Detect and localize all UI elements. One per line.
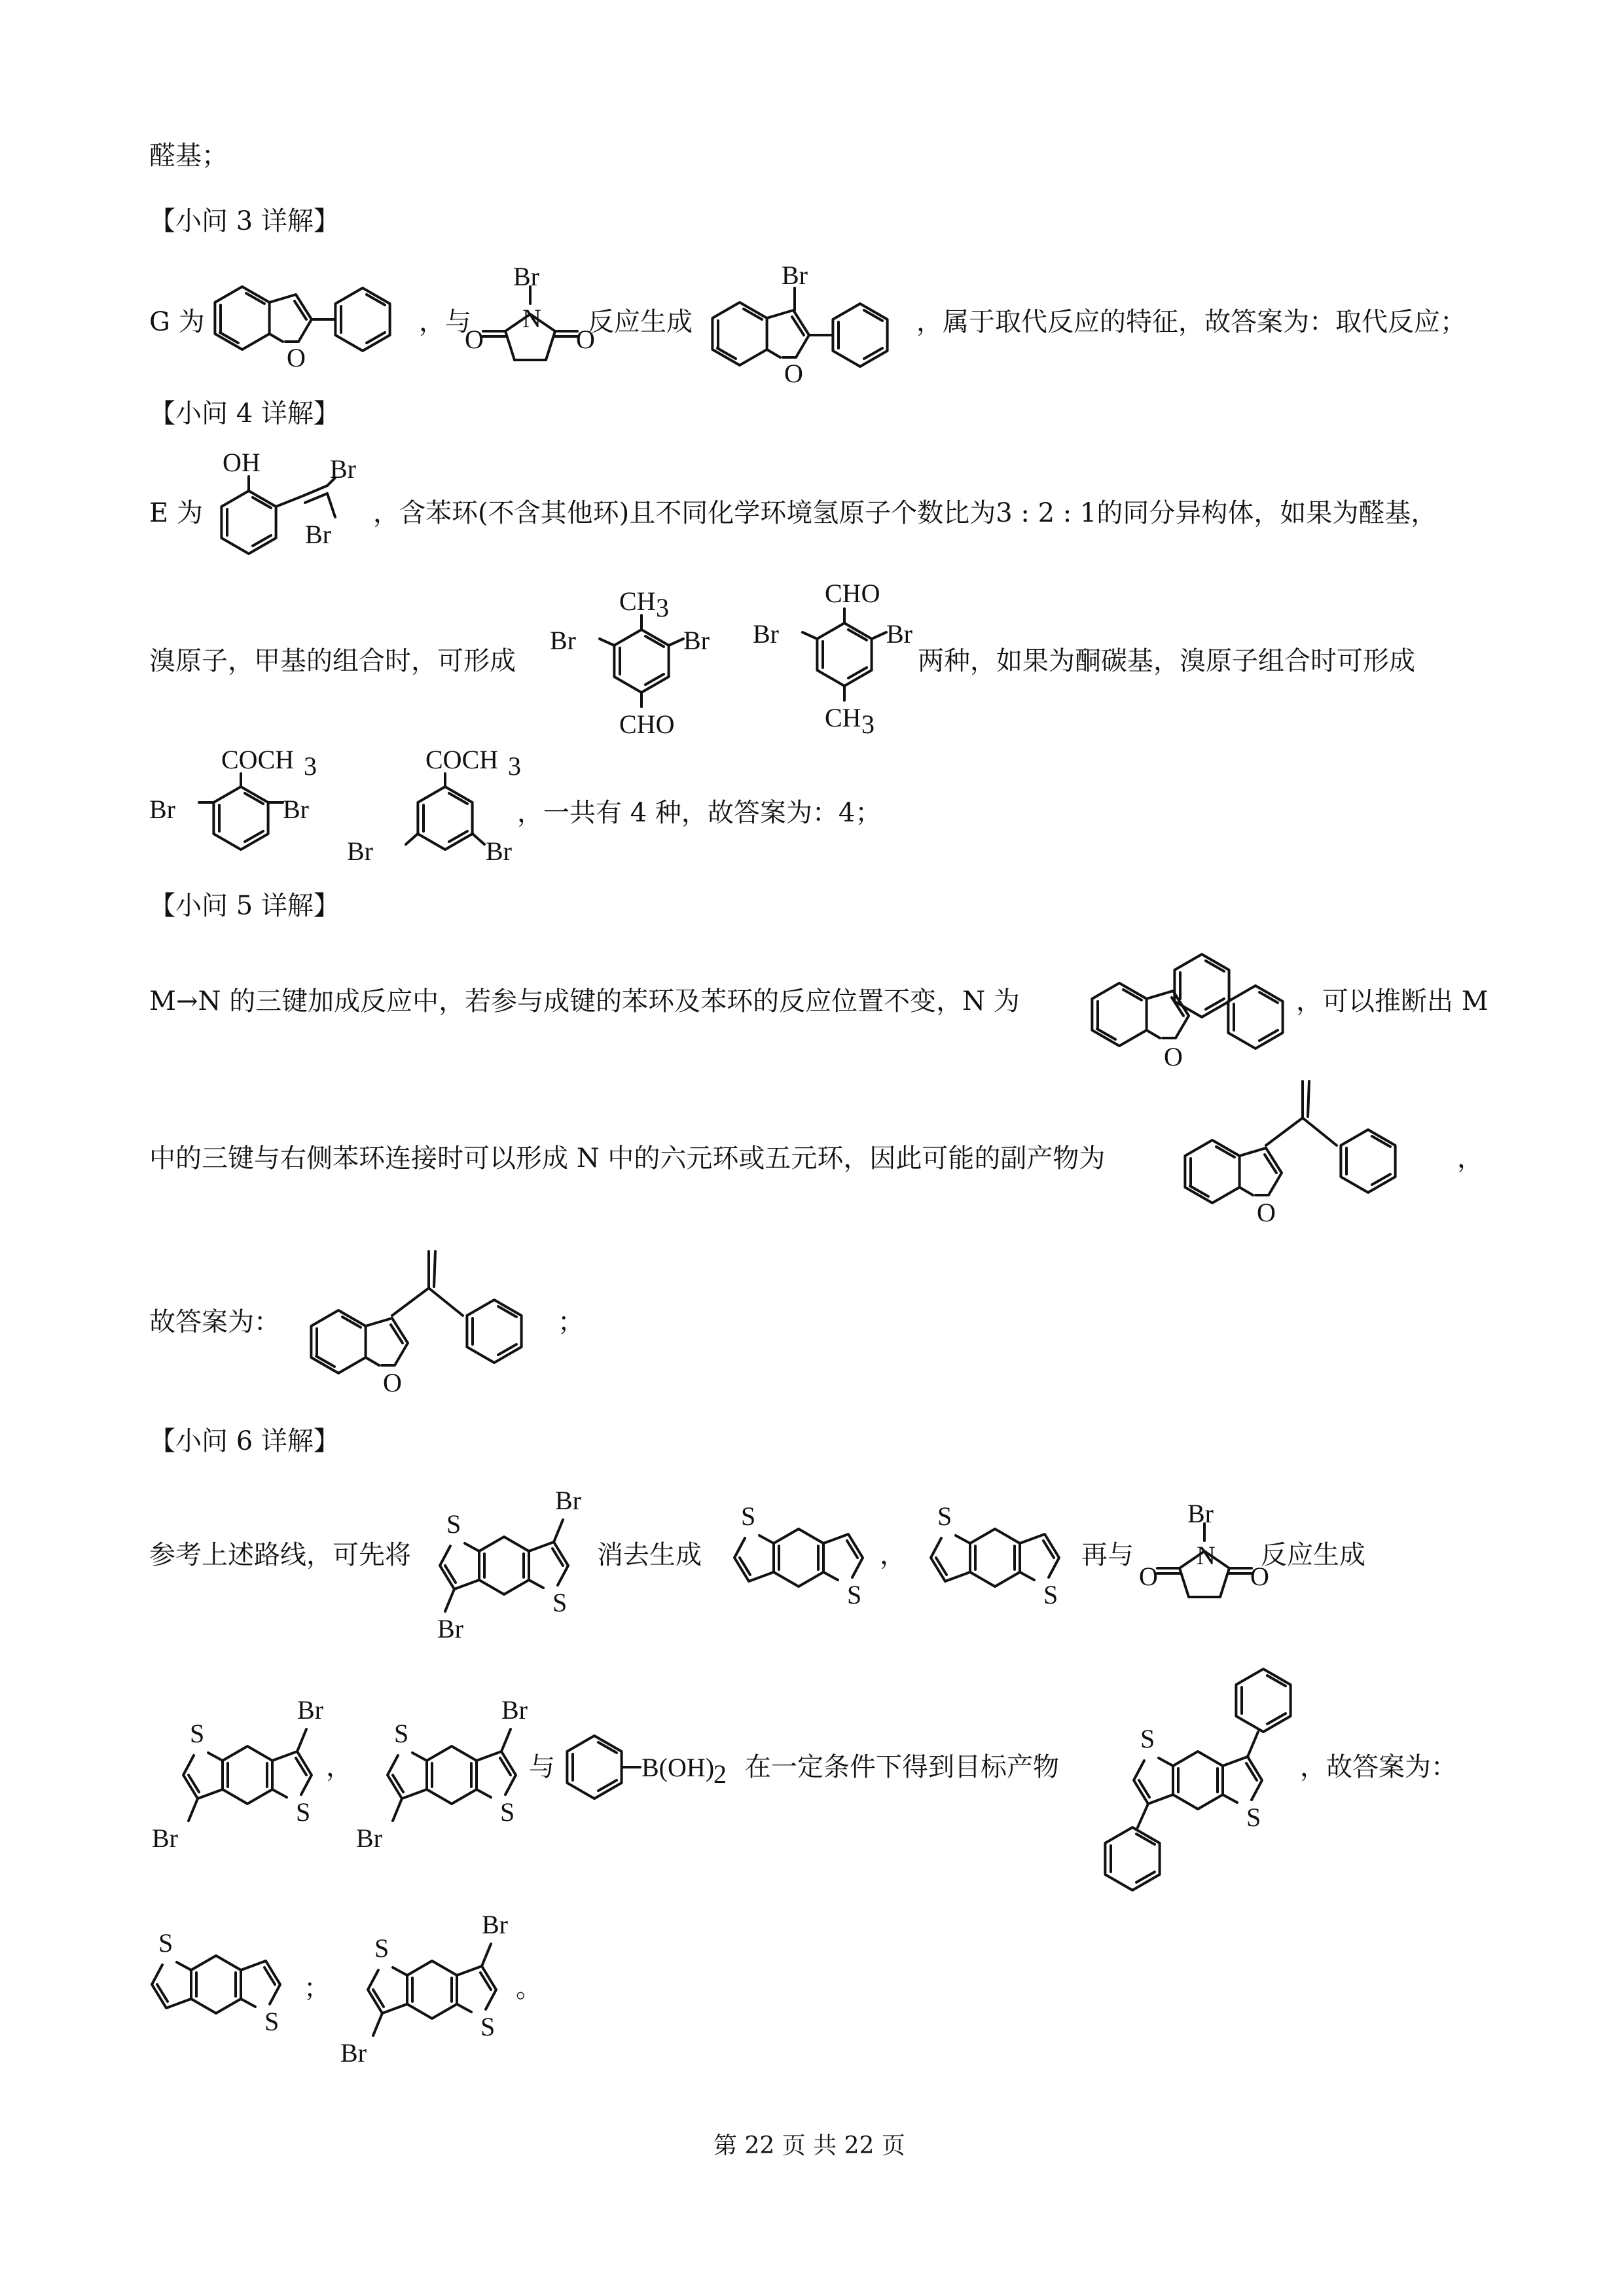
- q5-text-b: ，可以推断出 M: [1296, 986, 1489, 1016]
- atom-ch3: CH: [825, 703, 861, 732]
- atom-br: Br: [152, 1823, 178, 1853]
- q6-text-a: 参考上述路线，可先将: [149, 1540, 411, 1570]
- atom-ch3-sub: 3: [861, 709, 875, 739]
- atom-ch3: CH: [619, 586, 656, 616]
- structure-bdt: [713, 1499, 884, 1617]
- atom-o: O: [465, 325, 484, 354]
- structure-target-diphenyl-bdt: [1087, 1656, 1303, 1905]
- atom-coch3: COCH: [221, 745, 295, 774]
- atom-cho: CHO: [825, 579, 880, 608]
- structure-bdt-2: [910, 1499, 1080, 1617]
- atom-br: Br: [753, 619, 779, 649]
- atom-s: S: [374, 1933, 389, 1963]
- structure-g-benzofuran: [203, 268, 412, 373]
- q6-text-f: ，: [326, 1752, 352, 1782]
- atom-o: O: [287, 343, 306, 372]
- structure-answer-side-product: [291, 1244, 579, 1407]
- q5-text-d: ，: [1457, 1143, 1483, 1174]
- structure-dibromo-bdt-3: [353, 1690, 550, 1860]
- q3-text-c: 反应生成: [588, 307, 693, 337]
- q4-text-a: E 为: [149, 498, 203, 528]
- atom-ch3-sub: 3: [656, 593, 669, 622]
- page-footer: 第 22 页 共 22 页: [713, 2132, 905, 2159]
- atom-s: S: [741, 1501, 756, 1531]
- atom-s: S: [394, 1719, 409, 1748]
- atom-s: S: [937, 1501, 952, 1531]
- atom-br: Br: [486, 836, 512, 866]
- structure-dibromo-methyl-benzaldehyde: [543, 576, 740, 746]
- structure-dibromo-bdt-2: [149, 1690, 346, 1860]
- atom-o: O: [1139, 1562, 1158, 1591]
- atom-oh: OH: [223, 448, 261, 477]
- atom-coch3: COCH: [425, 745, 499, 774]
- atom-boh2-sub: 2: [713, 1759, 727, 1789]
- structure-bdt-answer: [131, 1926, 301, 2043]
- section-heading-3: 【小问 3 详解】: [149, 206, 340, 236]
- atom-br: Br: [340, 2038, 367, 2068]
- q6-text-b: 消去生成: [597, 1540, 702, 1570]
- q6-text-i: ，故答案为：: [1300, 1752, 1457, 1782]
- atom-o: O: [576, 325, 595, 354]
- atom-s: S: [1140, 1724, 1155, 1753]
- section-heading-6: 【小问 6 详解】: [149, 1426, 340, 1456]
- section-heading-4: 【小问 4 详解】: [149, 399, 340, 429]
- q5-text-c: 中的三键与右侧苯环连接时可以形成 N 中的六元环或五元环，因此可能的副产物为: [149, 1143, 1106, 1174]
- q4-text-e: ，一共有 4 种，故答案为：4；: [517, 798, 882, 828]
- atom-n: N: [522, 304, 541, 333]
- atom-br: Br: [886, 619, 912, 649]
- q3-text-b: ，与: [419, 307, 471, 337]
- atom-s: S: [264, 2007, 280, 2036]
- q4-text-b: ，含苯环(不含其他环)且不同化学环境氢原子个数比为3 : 2 : 1的同分异构体，如果为醛基，: [373, 498, 1437, 528]
- atom-s: S: [296, 1797, 311, 1827]
- structure-nbs: [458, 262, 602, 380]
- atom-br: Br: [555, 1486, 581, 1515]
- structure-dibromoacetophenone-26: [149, 740, 346, 870]
- structure-n-benzonaphthofuran: [1080, 929, 1303, 1073]
- q6-text-e: 反应生成: [1261, 1540, 1365, 1570]
- atom-o: O: [1250, 1562, 1269, 1591]
- atom-s: S: [190, 1719, 205, 1748]
- q6-text-c: ，: [880, 1540, 906, 1570]
- atom-o: O: [784, 359, 803, 388]
- q6-text-k: 。: [516, 1973, 542, 2003]
- atom-s: S: [158, 1928, 173, 1958]
- structure-dibromo-methyl-benzaldehyde-isomer: [746, 569, 943, 740]
- atom-s: S: [1043, 1580, 1058, 1609]
- structure-nbs-2: [1132, 1499, 1276, 1617]
- atom-s: S: [500, 1797, 515, 1827]
- q6-text-d: 再与: [1081, 1540, 1134, 1570]
- atom-br: Br: [297, 1695, 323, 1725]
- answer-tail-text: 醛基；: [149, 141, 228, 171]
- atom-br: Br: [1187, 1499, 1214, 1528]
- atom-br: Br: [330, 454, 356, 484]
- atom-cho: CHO: [619, 709, 675, 739]
- atom-br: Br: [356, 1823, 382, 1853]
- atom-s: S: [847, 1580, 862, 1609]
- structure-dibromo-bdt: [406, 1480, 602, 1651]
- q4-text-c: 溴原子，甲基的组合时，可形成: [149, 646, 516, 676]
- atom-o: O: [383, 1368, 402, 1397]
- structure-bromo-benzofuran: [700, 255, 916, 386]
- q6-text-j: ；: [304, 1973, 330, 2003]
- q6-text-h: 在一定条件下得到目标产物: [745, 1752, 1059, 1782]
- structure-e-dibromovinylphenol: [196, 445, 380, 569]
- atom-br: Br: [437, 1614, 463, 1643]
- structure-phenylboronic-acid: [562, 1728, 758, 1806]
- atom-br: Br: [782, 260, 808, 290]
- atom-s: S: [1246, 1803, 1261, 1832]
- atom-br: Br: [513, 262, 539, 291]
- q6-text-g: 与: [529, 1752, 555, 1782]
- q5-text-a: M→N 的三键加成反应中，若参与成键的苯环及苯环的反应位置不变，N 为: [149, 986, 1020, 1016]
- atom-br: Br: [283, 795, 309, 824]
- atom-coch3-sub: 3: [304, 751, 317, 781]
- atom-br: Br: [347, 836, 373, 866]
- atom-o: O: [1164, 1042, 1183, 1071]
- structure-side-product-methylene: [1165, 1073, 1453, 1237]
- atom-br: Br: [149, 795, 175, 824]
- atom-n: N: [1197, 1541, 1216, 1570]
- q3-text-a: G 为: [149, 307, 205, 337]
- q3-text-d: ，属于取代反应的特征，故答案为：取代反应；: [916, 307, 1466, 337]
- atom-s: S: [446, 1509, 461, 1539]
- atom-o: O: [1257, 1198, 1276, 1227]
- atom-s: S: [480, 2012, 496, 2041]
- atom-br: Br: [501, 1695, 528, 1725]
- section-heading-5: 【小问 5 详解】: [149, 891, 340, 921]
- atom-s: S: [552, 1588, 568, 1617]
- structure-dibromo-bdt-answer: [334, 1905, 530, 2075]
- atom-boh2: B(OH): [641, 1753, 715, 1782]
- atom-br: Br: [550, 626, 576, 655]
- atom-coch3-sub: 3: [508, 751, 521, 781]
- q4-text-d: 两种，如果为酮碳基，溴原子组合时可形成: [918, 646, 1415, 676]
- atom-br: Br: [683, 626, 710, 655]
- atom-br: Br: [482, 1910, 508, 1939]
- atom-br: Br: [305, 520, 331, 549]
- q5-text-e: 故答案为：: [149, 1307, 280, 1337]
- q5-text-f: ；: [558, 1307, 584, 1337]
